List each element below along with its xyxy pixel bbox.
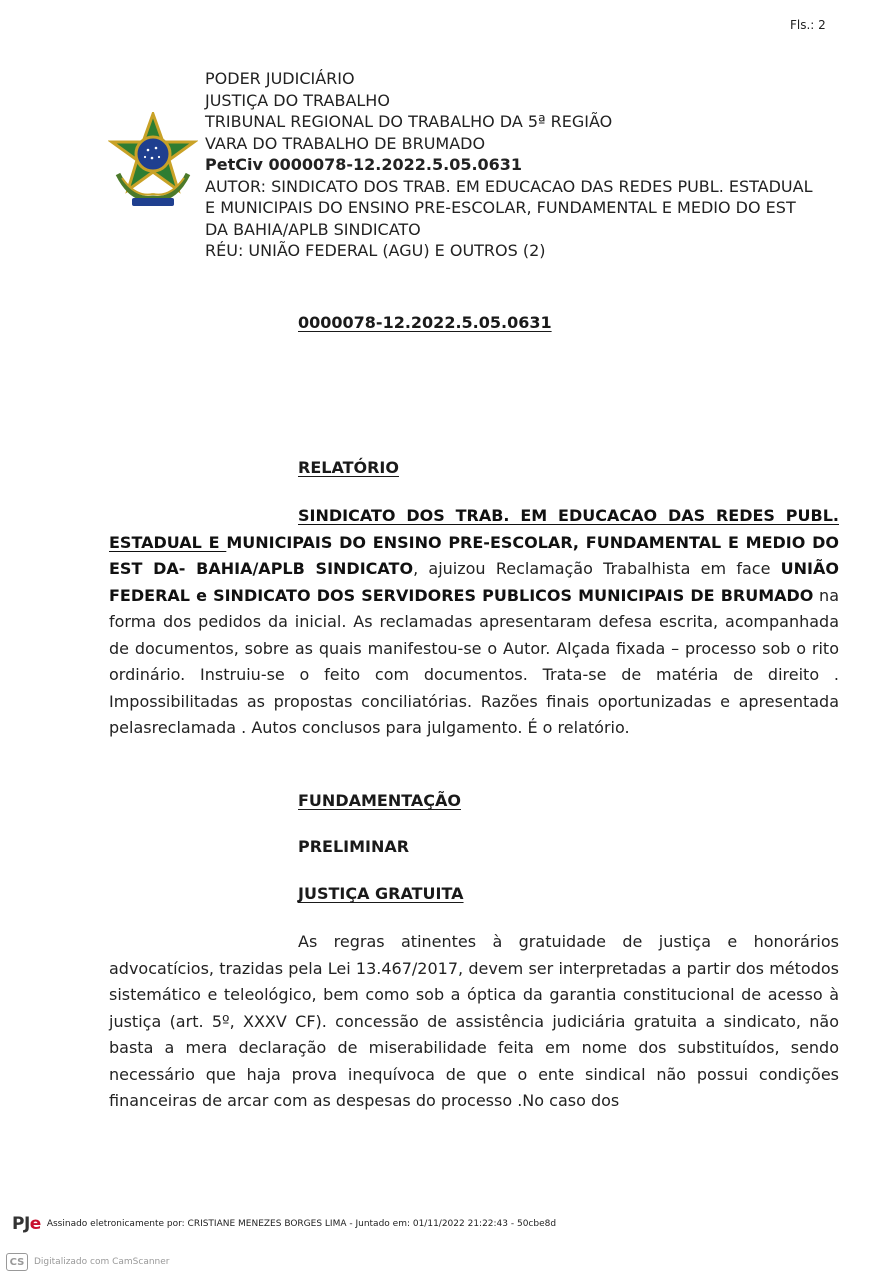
camscanner-watermark <box>6 1253 169 1271</box>
signature-footer <box>12 1214 556 1234</box>
report-paragraph <box>109 503 839 742</box>
page-number: Fls.: 2 <box>790 18 826 32</box>
brazil-coat-of-arms-icon <box>108 112 198 210</box>
header-reu: RÉU: UNIÃO FEDERAL (AGU) E OUTROS (2) <box>205 241 546 260</box>
header-line-tribunal: TRIBUNAL REGIONAL DO TRABALHO DA 5ª REGIÃO <box>205 112 613 131</box>
camscanner-icon: CS <box>6 1253 28 1271</box>
court-header <box>205 68 855 262</box>
justica-paragraph: As regras atinentes à gratuidade de justiça e honorários advocatícios, trazidas pela Lei 13.467/2017, devem ser interpretadas a partir dos métodos sistemático e teleológico, bem como sob a óptica da garantia constitucional de acesso à justiça (art. 5º, XXXV CF). concessão de assistência judiciária gratuita a sindicato, não basta a mera declaração de miserabilidade feita em nome dos substituídos, sendo necessário que haja prova inequívoca de que o ente sindical não possui condições financeiras de arcar com as despesas do processo .No caso dos <box>109 932 839 1110</box>
camscanner-text: Digitalizado com CamScanner <box>34 1257 170 1267</box>
section-fundamentacao: FUNDAMENTAÇÃO <box>298 791 461 810</box>
header-line-vara: VARA DO TRABALHO DE BRUMADO <box>205 133 486 153</box>
pje-logo-pj: PJ <box>12 1214 30 1234</box>
section-preliminar: PRELIMINAR <box>298 837 410 856</box>
report-text-1: , ajuizou Reclamação Trabalhista em face <box>413 559 781 578</box>
pje-logo <box>12 1214 41 1234</box>
header-line-poder: PODER JUDICIÁRIO <box>205 69 355 88</box>
autor-name-b: MUNICIPAIS DO ENSINO PRE-ESCOLAR, FUNDAMENTAL E MEDIO DO EST DA- BAHIA/APLB SINDICATO <box>109 532 840 578</box>
header-autor-line2: E MUNICIPAIS DO ENSINO PRE-ESCOLAR, FUNDAMENTAL E MEDIO DO EST <box>205 198 796 217</box>
header-autor-line1: AUTOR: SINDICATO DOS TRAB. EM EDUCACAO DAS REDES PUBL. ESTADUAL <box>205 176 813 196</box>
autor-name-a: SINDICATO DOS TRAB. EM EDUCACAO DAS REDES PUBL. ESTADUAL E <box>109 506 839 552</box>
section-justica-gratuita: JUSTIÇA GRATUITA <box>298 884 464 903</box>
pje-logo-e: e <box>29 1214 41 1234</box>
header-line-justica: JUSTIÇA DO TRABALHO <box>205 90 390 110</box>
header-process-id: PetCiv 0000078-12.2022.5.05.0631 <box>205 155 523 174</box>
section-relatorio: RELATÓRIO <box>298 458 399 477</box>
reus-names: UNIÃO FEDERAL e SINDICATO DOS SERVIDORES PUBLICOS MUNICIPAIS DE BRUMADO <box>109 559 839 605</box>
report-text-2: na forma dos pedidos da inicial. As reclamadas apresentaram defesa escrita, acompanhada de documentos, sobre as quais manifestou-se o Autor. Alçada fixada – processo sob o rito ordinário. Instruiu-se o feito com documentos. Trata-se de matéria de direito . Impossibilitadas as propostas conciliatórias. Razões finais oportunizadas e apresentada pelasreclamada . Autos conclusos para julgamento. É o relatório. <box>109 585 839 737</box>
header-autor-line3: DA BAHIA/APLB SINDICATO <box>205 219 421 239</box>
process-number: 0000078-12.2022.5.05.0631 <box>298 313 552 332</box>
signature-text: Assinado eletronicamente por: CRISTIANE MENEZES BORGES LIMA - Juntado em: 01/11/2022 21:22:43 - 50cbe8d <box>46 1219 557 1229</box>
